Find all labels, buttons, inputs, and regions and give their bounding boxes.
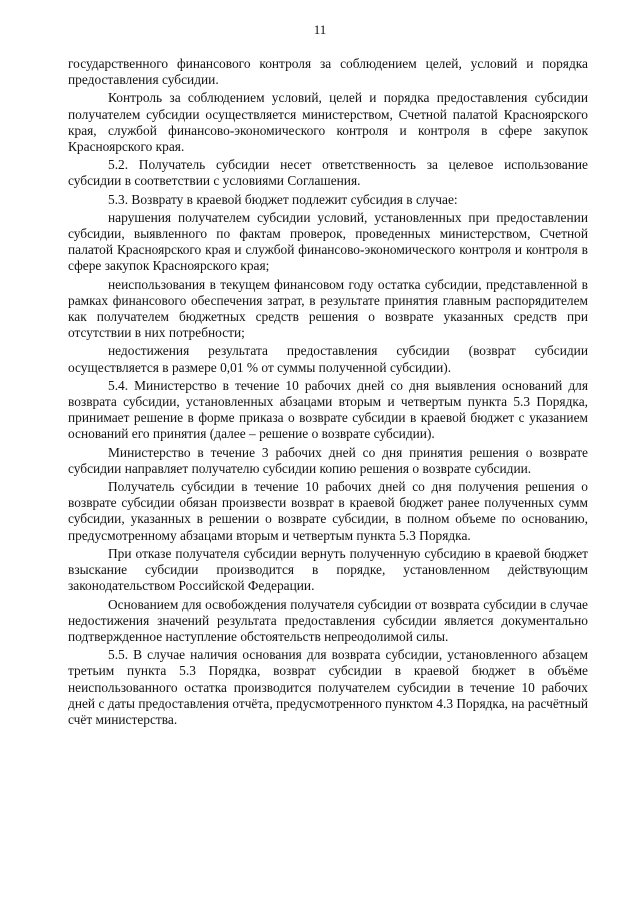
paragraph: нарушения получателем субсидии условий, установленных при предоставлении субсидии, выявленного по фактам проверок, проведенных министерством, Счетной палатой Красноярского края и службой финансово-экономического контроля и контроля в сфере закупок Красноярского края; <box>68 209 588 274</box>
paragraph: государственного финансового контроля за соблюдением целей, условий и порядка предоставления субсидии. <box>68 56 588 88</box>
paragraph: Контроль за соблюдением условий, целей и порядка предоставления субсидии получателем субсидии осуществляется министерством, Счетной палатой Красноярского края, службой финансово-экономического контроля и контроля в сфере закупок Красноярского края. <box>68 90 588 155</box>
paragraph: 5.4. Министерство в течение 10 рабочих дней со дня выявления оснований для возврата субсидии, установленных абзацами вторым и четвертым пункта 5.3 Порядка, принимает решение в форме приказа о возврате субсидии в краевой бюджет с указанием оснований его принятия (далее – решение о возврате субсидии). <box>68 377 588 442</box>
paragraph: недостижения результата предоставления субсидии (возврат субсидии осуществляется в размере 0,01 % от суммы полученной субсидии). <box>68 343 588 375</box>
page-number: 11 <box>313 22 327 37</box>
document-body <box>68 56 588 728</box>
paragraph: неиспользования в текущем финансовом году остатка субсидии, представленной в рамках финансового обеспечения затрат, в результате принятия главным распорядителем как получателем бюджетных средств решения о возврате указанных средств при отсутствии в них потребности; <box>68 276 588 341</box>
paragraph: 5.3. Возврату в краевой бюджет подлежит субсидия в случае: <box>108 191 458 207</box>
paragraph: Министерство в течение 3 рабочих дней со дня принятия решения о возврате субсидии направляет получателю субсидии копию решения о возврате субсидии. <box>68 444 588 476</box>
paragraph: При отказе получателя субсидии вернуть полученную субсидию в краевой бюджет взыскание субсидии производится в порядке, установленном действующим законодательством Российской Федерации. <box>68 545 588 594</box>
paragraph: 5.2. Получатель субсидии несет ответственность за целевое использование субсидии в соответствии с условиями Соглашения. <box>68 157 588 189</box>
paragraph: Основанием для освобождения получателя субсидии от возврата субсидии в случае недостижения значений результата предоставления субсидии является документально подтвержденное наступление обстоятельств непреодолимой силы. <box>68 596 588 644</box>
paragraph: 5.5. В случае наличия основания для возврата субсидии, установленного абзацем третьим пункта 5.3 Порядка, возврат субсидии в краевой бюджет в объёме неиспользованного остатка производится получателем субсидии в течение 10 рабочих дней с даты предоставления отчёта, предусмотренного пунктом 4.3 Порядка, на расчётный счёт министерства. <box>68 647 588 727</box>
paragraph: Получатель субсидии в течение 10 рабочих дней со дня получения решения о возврате субсидии обязан произвести возврат в краевой бюджет ранее полученных сумм субсидии, указанных в решении о возврате субсидии, в полном объеме по основанию, предусмотренному абзацами вторым и четвертым пункта 5.3 Порядка. <box>68 479 588 543</box>
